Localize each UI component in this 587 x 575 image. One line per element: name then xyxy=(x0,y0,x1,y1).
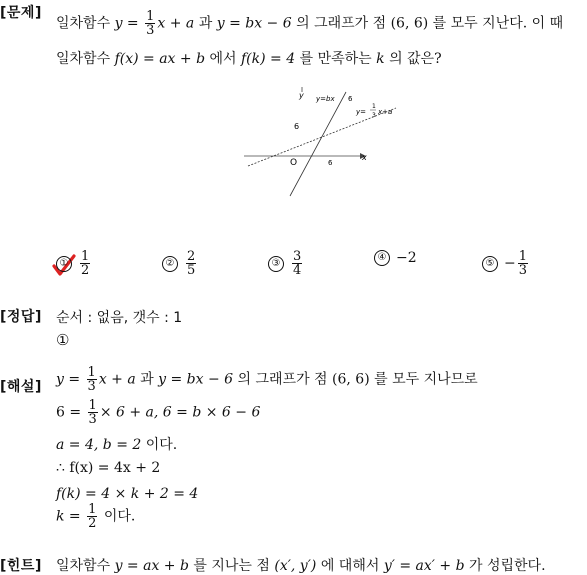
fraction: $\frac{1}{3}$ xyxy=(146,9,155,38)
solution-line-5: f(k) = 4 × k + 2 = 4 xyxy=(56,486,199,502)
choice-5[interactable] xyxy=(482,250,530,277)
line2-label-n: 1 xyxy=(372,103,376,110)
choice-number: ② xyxy=(162,256,178,272)
fraction: $\frac{1}{3}$ xyxy=(88,398,97,427)
choice-sign: − xyxy=(504,255,516,272)
solution-label: [해설] xyxy=(0,379,42,395)
solution-line-2: 6 = $\frac{1}{3}$ × 6 + a, 6 = b × 6 − 6 xyxy=(56,398,261,427)
choice-2[interactable] xyxy=(162,250,198,277)
line-bx-minus-6 xyxy=(290,92,346,196)
solution-line-4: ∴ f(x) = 4x + 2 xyxy=(56,460,161,476)
answer-line-2: ① xyxy=(56,331,70,349)
line2-label-b: x+a xyxy=(378,108,393,116)
choice-number: ① xyxy=(56,256,72,272)
six-left-label: 6 xyxy=(294,122,300,131)
point-six-label: 6 xyxy=(348,95,353,103)
fraction: $\frac{1}{2}$ xyxy=(88,502,97,531)
y-axis-label: y xyxy=(299,91,304,100)
line2-label-d: 3 xyxy=(372,112,376,119)
choice-4[interactable] xyxy=(374,250,417,266)
choice-text: −2 xyxy=(396,250,417,266)
origin-label: O xyxy=(290,158,298,168)
choice-fraction: $\frac{3}{4}$ xyxy=(293,249,302,278)
line2-label-a: y= xyxy=(356,108,367,116)
answer-line-1: 순서 : 없음, 갯수 : 1 xyxy=(56,310,183,326)
x-axis-label: x xyxy=(362,153,367,162)
choice-number: ⑤ xyxy=(482,256,498,272)
question-graph xyxy=(236,84,416,200)
answer-label: [정답] xyxy=(0,309,42,325)
solution-line-3: a = 4, b = 2 이다. xyxy=(56,437,178,453)
question-line-2: 일차함수 f(x) = ax + b 에서 f(k) = 4 를 만족하는 k 의 값은? xyxy=(56,51,442,67)
choice-fraction: $\frac{1}{2}$ xyxy=(81,249,90,278)
hint-line: 일차함수 y = ax + b 를 지나는 점 (x′, y′) 에 대해서 y′ = ax′ + b 가 성립한다. xyxy=(56,558,546,574)
question-line-1: 일차함수 y = $\frac{1}{3}$ x + a 과 y = bx − 6 의 그래프가 점 (6, 6) 를 모두 지난다. 이 때 xyxy=(56,9,564,38)
solution-line-6: k = $\frac{1}{2}$ 이다. xyxy=(56,502,136,531)
choice-number: ③ xyxy=(268,256,284,272)
question-label: [문제] xyxy=(0,5,42,21)
choice-3[interactable] xyxy=(268,250,304,277)
choice-fraction: $\frac{2}{5}$ xyxy=(187,249,196,278)
choice-number: ④ xyxy=(374,250,390,266)
six-bottom-label: 6 xyxy=(328,159,333,167)
hint-label: [힌트] xyxy=(0,558,42,574)
line1-label: y=bx xyxy=(316,95,335,103)
choice-1[interactable] xyxy=(56,250,92,277)
solution-line-1: y = $\frac{1}{3}$ x + a 과 y = bx − 6 의 그래프가 점 (6, 6) 를 모두 지나므로 xyxy=(56,365,478,394)
choice-fraction: $\frac{1}{3}$ xyxy=(518,249,528,278)
fraction: $\frac{1}{3}$ xyxy=(87,365,96,394)
